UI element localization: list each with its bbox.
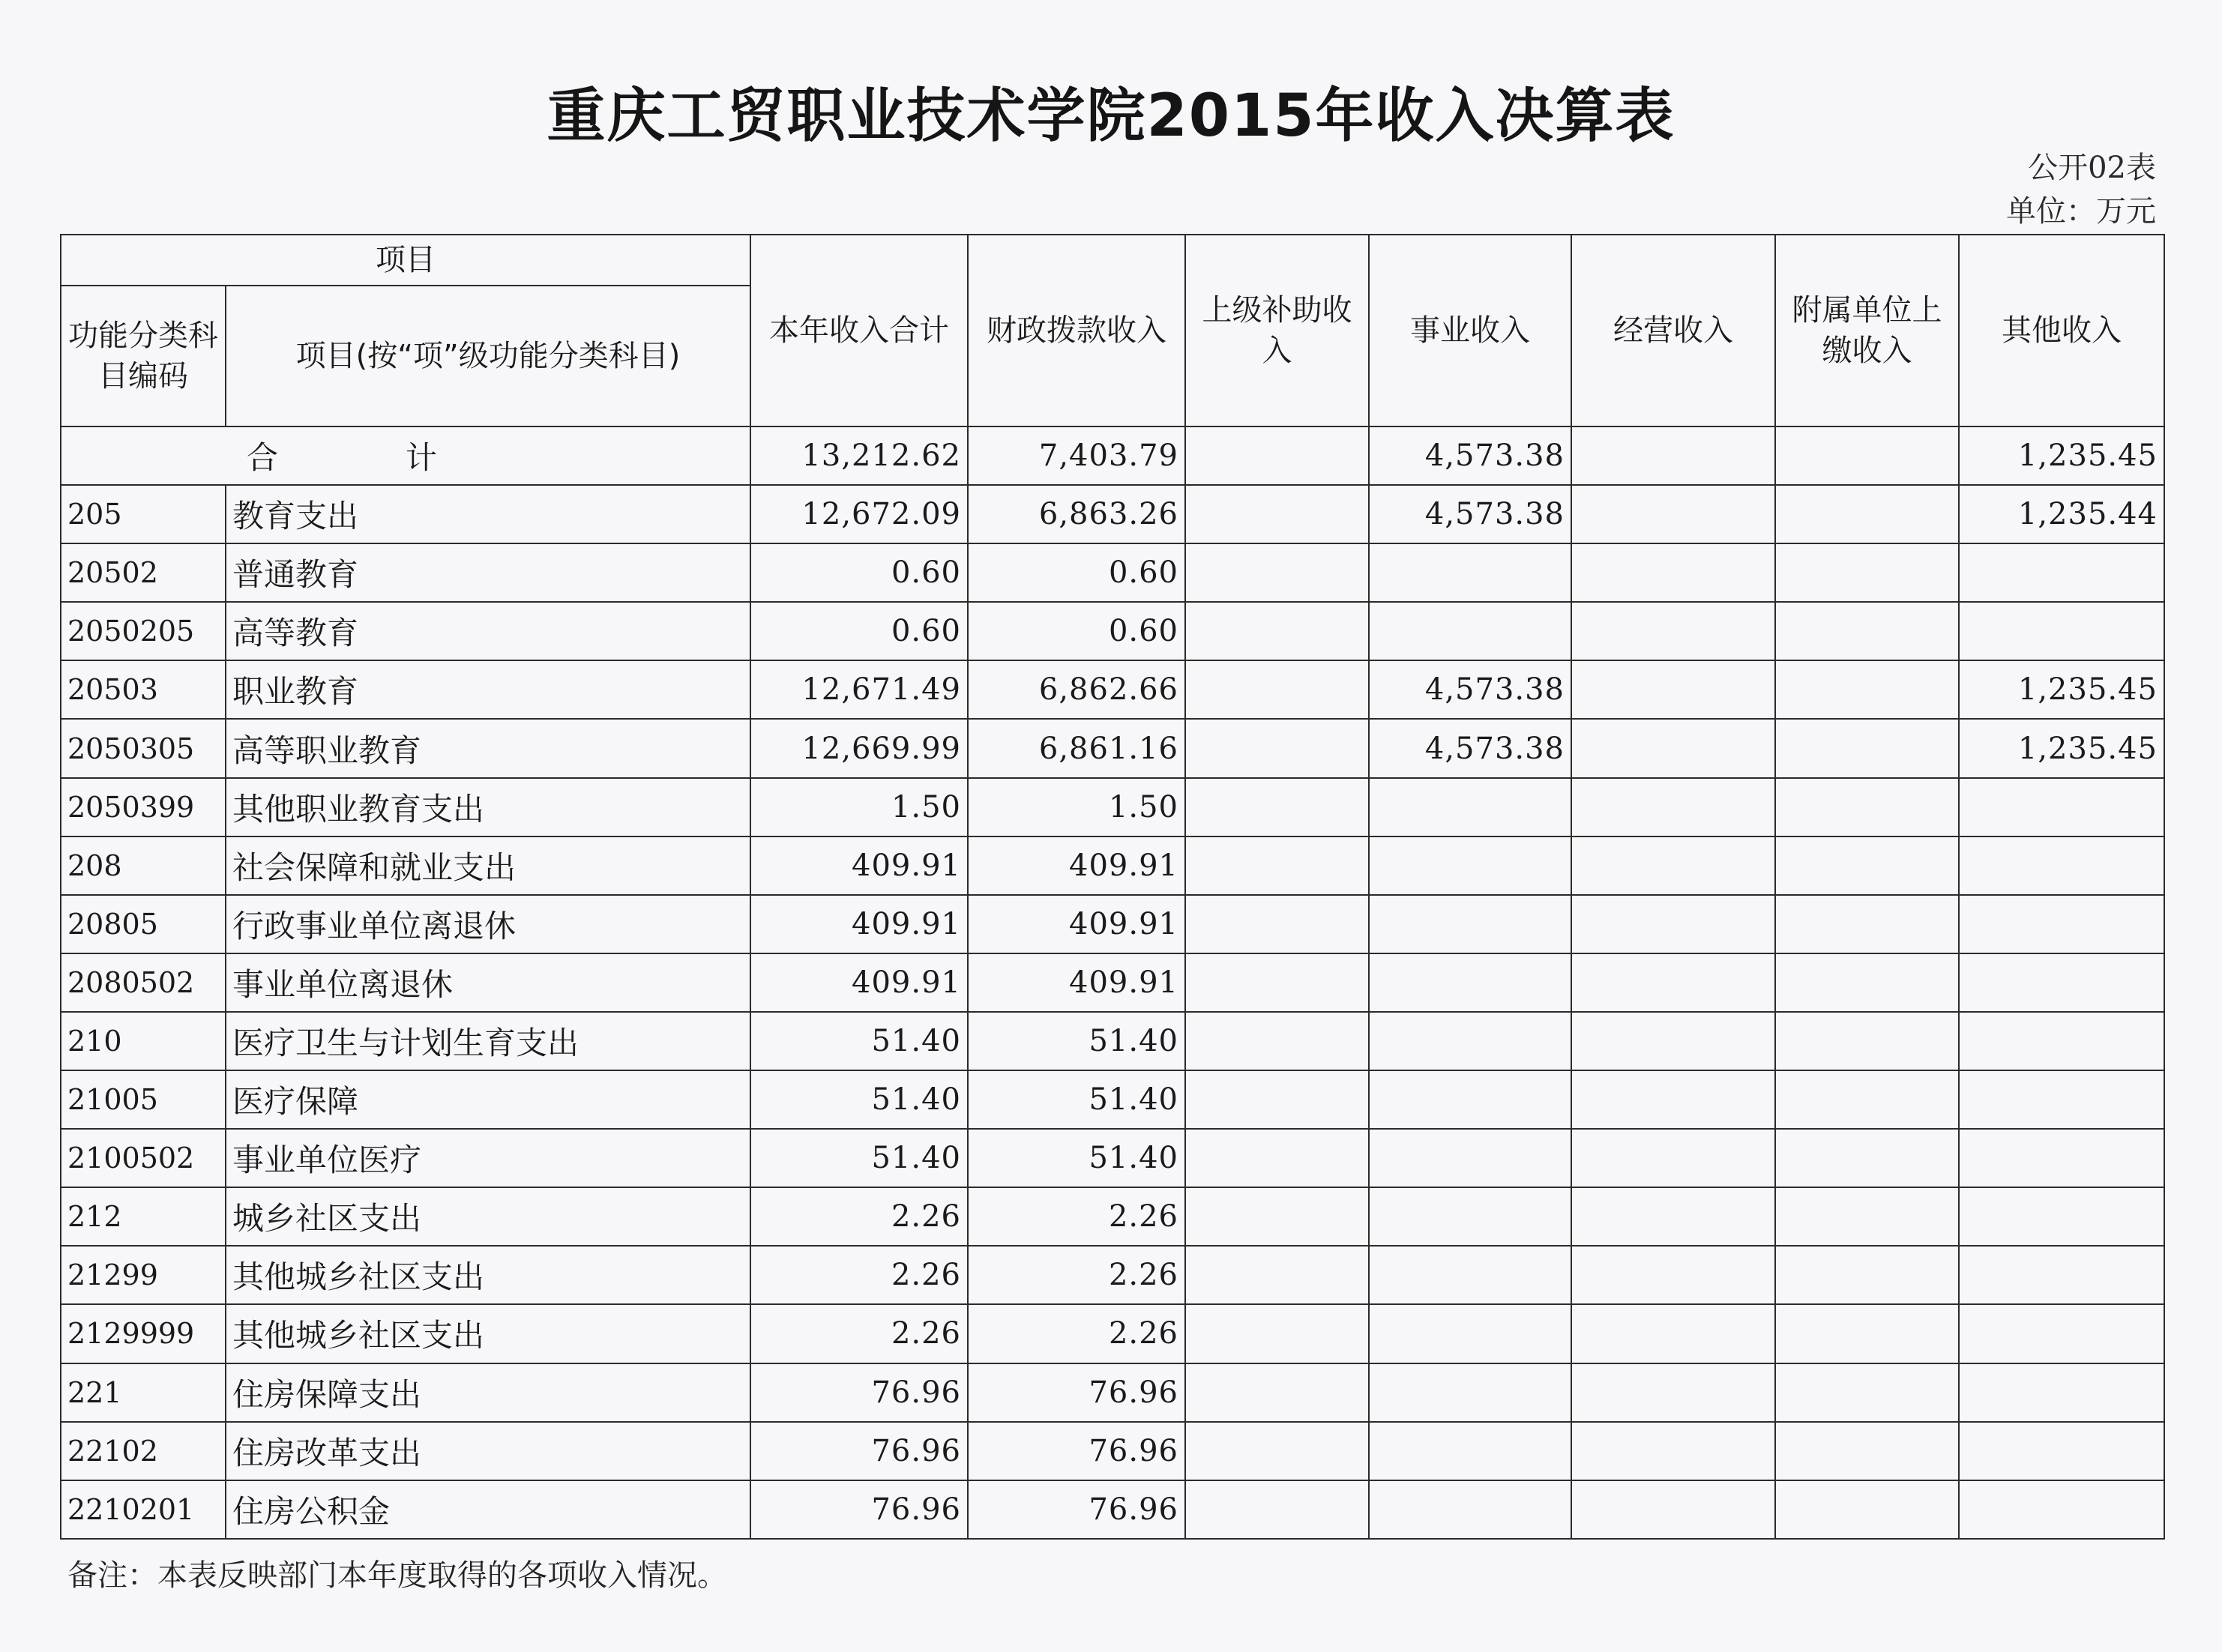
row-affiliated [1775, 543, 1959, 602]
total-total: 13,212.62 [750, 426, 968, 485]
row-total: 12,669.99 [750, 719, 968, 777]
row-other [1959, 895, 2164, 953]
row-fiscal: 0.60 [968, 543, 1185, 602]
row-affiliated [1775, 895, 1959, 953]
row-operating [1571, 1363, 1775, 1422]
table-number: 公开02表 [2028, 151, 2156, 185]
row-other: 1,235.44 [1959, 485, 2164, 543]
row-total: 51.40 [750, 1129, 968, 1187]
row-total: 2.26 [750, 1304, 968, 1363]
row-affiliated [1775, 1187, 1959, 1246]
row-operating [1571, 1129, 1775, 1187]
row-operating [1571, 778, 1775, 836]
row-business [1369, 543, 1571, 602]
table-row [61, 1129, 2164, 1187]
row-superior [1185, 1480, 1369, 1539]
row-business [1369, 602, 1571, 660]
header-other: 其他收入 [1959, 235, 2164, 426]
total-affiliated [1775, 426, 1959, 485]
row-affiliated [1775, 1363, 1959, 1422]
row-total: 51.40 [750, 1012, 968, 1070]
header-name: 项目(按“项”级功能分类科目) [226, 286, 750, 426]
row-other [1959, 1422, 2164, 1480]
row-business: 4,573.38 [1369, 485, 1571, 543]
row-superior [1185, 1363, 1369, 1422]
row-other [1959, 1246, 2164, 1304]
row-code: 20503 [61, 660, 226, 719]
row-code: 2129999 [61, 1304, 226, 1363]
table-row [61, 1480, 2164, 1539]
row-name: 住房保障支出 [226, 1363, 750, 1422]
row-code: 221 [61, 1363, 226, 1422]
header-fiscal: 财政拨款收入 [968, 235, 1185, 426]
row-superior [1185, 1070, 1369, 1129]
row-business [1369, 1304, 1571, 1363]
row-total: 2.26 [750, 1246, 968, 1304]
row-code: 205 [61, 485, 226, 543]
row-name: 普通教育 [226, 543, 750, 602]
table-row [61, 836, 2164, 895]
row-fiscal: 2.26 [968, 1187, 1185, 1246]
header-code: 功能分类科目编码 [61, 286, 226, 426]
row-operating [1571, 1187, 1775, 1246]
row-superior [1185, 1422, 1369, 1480]
unit-label: 单位：万元 [2006, 194, 2156, 229]
row-code: 2050205 [61, 602, 226, 660]
row-superior [1185, 1246, 1369, 1304]
total-superior [1185, 426, 1369, 485]
row-business [1369, 1246, 1571, 1304]
row-operating [1571, 953, 1775, 1012]
row-affiliated [1775, 1070, 1959, 1129]
row-affiliated [1775, 485, 1959, 543]
row-total: 12,671.49 [750, 660, 968, 719]
row-affiliated [1775, 836, 1959, 895]
row-fiscal: 409.91 [968, 836, 1185, 895]
row-total: 0.60 [750, 602, 968, 660]
row-code: 2050305 [61, 719, 226, 777]
row-business [1369, 836, 1571, 895]
row-operating [1571, 1012, 1775, 1070]
row-business [1369, 1363, 1571, 1422]
row-other [1959, 1304, 2164, 1363]
row-affiliated [1775, 1422, 1959, 1480]
row-fiscal: 1.50 [968, 778, 1185, 836]
row-business [1369, 1012, 1571, 1070]
header-total: 本年收入合计 [750, 235, 968, 426]
row-code: 22102 [61, 1422, 226, 1480]
row-code: 20805 [61, 895, 226, 953]
row-fiscal: 51.40 [968, 1129, 1185, 1187]
table-row [61, 485, 2164, 543]
row-affiliated [1775, 1246, 1959, 1304]
row-business: 4,573.38 [1369, 719, 1571, 777]
total-fiscal: 7,403.79 [968, 426, 1185, 485]
row-other [1959, 1363, 2164, 1422]
row-operating [1571, 660, 1775, 719]
row-affiliated [1775, 778, 1959, 836]
row-other [1959, 543, 2164, 602]
row-operating [1571, 719, 1775, 777]
row-superior [1185, 1012, 1369, 1070]
row-code: 2100502 [61, 1129, 226, 1187]
table-row [61, 895, 2164, 953]
row-operating [1571, 485, 1775, 543]
row-code: 212 [61, 1187, 226, 1246]
row-other [1959, 1480, 2164, 1539]
row-total: 409.91 [750, 895, 968, 953]
header-superior: 上级补助收入 [1185, 235, 1369, 426]
row-name: 教育支出 [226, 485, 750, 543]
row-fiscal: 409.91 [968, 895, 1185, 953]
row-superior [1185, 953, 1369, 1012]
row-superior [1185, 778, 1369, 836]
row-code: 210 [61, 1012, 226, 1070]
row-other [1959, 778, 2164, 836]
table-row [61, 1012, 2164, 1070]
table-row [61, 543, 2164, 602]
row-name: 其他城乡社区支出 [226, 1304, 750, 1363]
row-code: 2210201 [61, 1480, 226, 1539]
row-fiscal: 2.26 [968, 1304, 1185, 1363]
table-row [61, 1363, 2164, 1422]
table-row [61, 953, 2164, 1012]
row-affiliated [1775, 719, 1959, 777]
row-other [1959, 1129, 2164, 1187]
row-business [1369, 1070, 1571, 1129]
row-other [1959, 1070, 2164, 1129]
total-label: 合计 [61, 426, 750, 485]
row-fiscal: 76.96 [968, 1480, 1185, 1539]
row-operating [1571, 1480, 1775, 1539]
row-code: 21299 [61, 1246, 226, 1304]
row-superior [1185, 1129, 1369, 1187]
total-business: 4,573.38 [1369, 426, 1571, 485]
row-other [1959, 953, 2164, 1012]
row-affiliated [1775, 1012, 1959, 1070]
total-row [61, 426, 2164, 485]
row-superior [1185, 543, 1369, 602]
row-business [1369, 1187, 1571, 1246]
row-fiscal: 51.40 [968, 1012, 1185, 1070]
row-total: 51.40 [750, 1070, 968, 1129]
row-other [1959, 1187, 2164, 1246]
row-affiliated [1775, 1304, 1959, 1363]
row-operating [1571, 1422, 1775, 1480]
row-affiliated [1775, 953, 1959, 1012]
row-affiliated [1775, 602, 1959, 660]
row-name: 其他城乡社区支出 [226, 1246, 750, 1304]
row-superior [1185, 836, 1369, 895]
page-title: 重庆工贸职业技术学院2015年收入决算表 [547, 82, 1675, 150]
row-business [1369, 953, 1571, 1012]
table-row [61, 602, 2164, 660]
row-fiscal: 6,862.66 [968, 660, 1185, 719]
row-total: 12,672.09 [750, 485, 968, 543]
table-row [61, 1304, 2164, 1363]
row-fiscal: 409.91 [968, 953, 1185, 1012]
row-code: 2050399 [61, 778, 226, 836]
row-name: 城乡社区支出 [226, 1187, 750, 1246]
row-business: 4,573.38 [1369, 660, 1571, 719]
row-operating [1571, 602, 1775, 660]
table-row [61, 1246, 2164, 1304]
row-other [1959, 836, 2164, 895]
row-other [1959, 1012, 2164, 1070]
row-superior [1185, 602, 1369, 660]
row-affiliated [1775, 1480, 1959, 1539]
row-fiscal: 76.96 [968, 1422, 1185, 1480]
row-business [1369, 1129, 1571, 1187]
row-total: 1.50 [750, 778, 968, 836]
row-total: 76.96 [750, 1480, 968, 1539]
row-business [1369, 1480, 1571, 1539]
table-row [61, 1422, 2164, 1480]
row-name: 医疗卫生与计划生育支出 [226, 1012, 750, 1070]
row-superior [1185, 660, 1369, 719]
row-total: 409.91 [750, 836, 968, 895]
row-total: 0.60 [750, 543, 968, 602]
header-operating: 经营收入 [1571, 235, 1775, 426]
row-fiscal: 76.96 [968, 1363, 1185, 1422]
header-business: 事业收入 [1369, 235, 1571, 426]
row-superior [1185, 719, 1369, 777]
row-fiscal: 2.26 [968, 1246, 1185, 1304]
row-code: 208 [61, 836, 226, 895]
table-row [61, 1070, 2164, 1129]
row-business [1369, 778, 1571, 836]
table-row [61, 778, 2164, 836]
row-operating [1571, 1246, 1775, 1304]
row-operating [1571, 1304, 1775, 1363]
total-other: 1,235.45 [1959, 426, 2164, 485]
total-operating [1571, 426, 1775, 485]
row-affiliated [1775, 660, 1959, 719]
row-name: 行政事业单位离退休 [226, 895, 750, 953]
row-fiscal: 51.40 [968, 1070, 1185, 1129]
row-total: 2.26 [750, 1187, 968, 1246]
row-superior [1185, 1187, 1369, 1246]
income-table [60, 234, 2165, 1540]
row-name: 住房公积金 [226, 1480, 750, 1539]
row-superior [1185, 895, 1369, 953]
row-operating [1571, 895, 1775, 953]
row-superior [1185, 1304, 1369, 1363]
row-total: 76.96 [750, 1422, 968, 1480]
row-name: 职业教育 [226, 660, 750, 719]
row-superior [1185, 485, 1369, 543]
row-name: 医疗保障 [226, 1070, 750, 1129]
header-item-group: 项目 [61, 235, 750, 286]
row-fiscal: 6,863.26 [968, 485, 1185, 543]
row-fiscal: 0.60 [968, 602, 1185, 660]
row-total: 409.91 [750, 953, 968, 1012]
row-affiliated [1775, 1129, 1959, 1187]
row-other [1959, 602, 2164, 660]
row-business [1369, 1422, 1571, 1480]
row-name: 高等教育 [226, 602, 750, 660]
row-other: 1,235.45 [1959, 660, 2164, 719]
row-total: 76.96 [750, 1363, 968, 1422]
row-name: 其他职业教育支出 [226, 778, 750, 836]
row-other: 1,235.45 [1959, 719, 2164, 777]
row-name: 社会保障和就业支出 [226, 836, 750, 895]
row-fiscal: 6,861.16 [968, 719, 1185, 777]
row-operating [1571, 1070, 1775, 1129]
table-row [61, 660, 2164, 719]
row-business [1369, 895, 1571, 953]
row-name: 事业单位离退休 [226, 953, 750, 1012]
row-operating [1571, 836, 1775, 895]
row-name: 住房改革支出 [226, 1422, 750, 1480]
row-code: 21005 [61, 1070, 226, 1129]
footnote: 备注：本表反映部门本年度取得的各项收入情况。 [67, 1558, 727, 1593]
row-name: 事业单位医疗 [226, 1129, 750, 1187]
row-code: 2080502 [61, 953, 226, 1012]
table-row [61, 1187, 2164, 1246]
row-code: 20502 [61, 543, 226, 602]
table-row [61, 719, 2164, 777]
row-name: 高等职业教育 [226, 719, 750, 777]
row-operating [1571, 543, 1775, 602]
header-affiliated: 附属单位上缴收入 [1775, 235, 1959, 426]
